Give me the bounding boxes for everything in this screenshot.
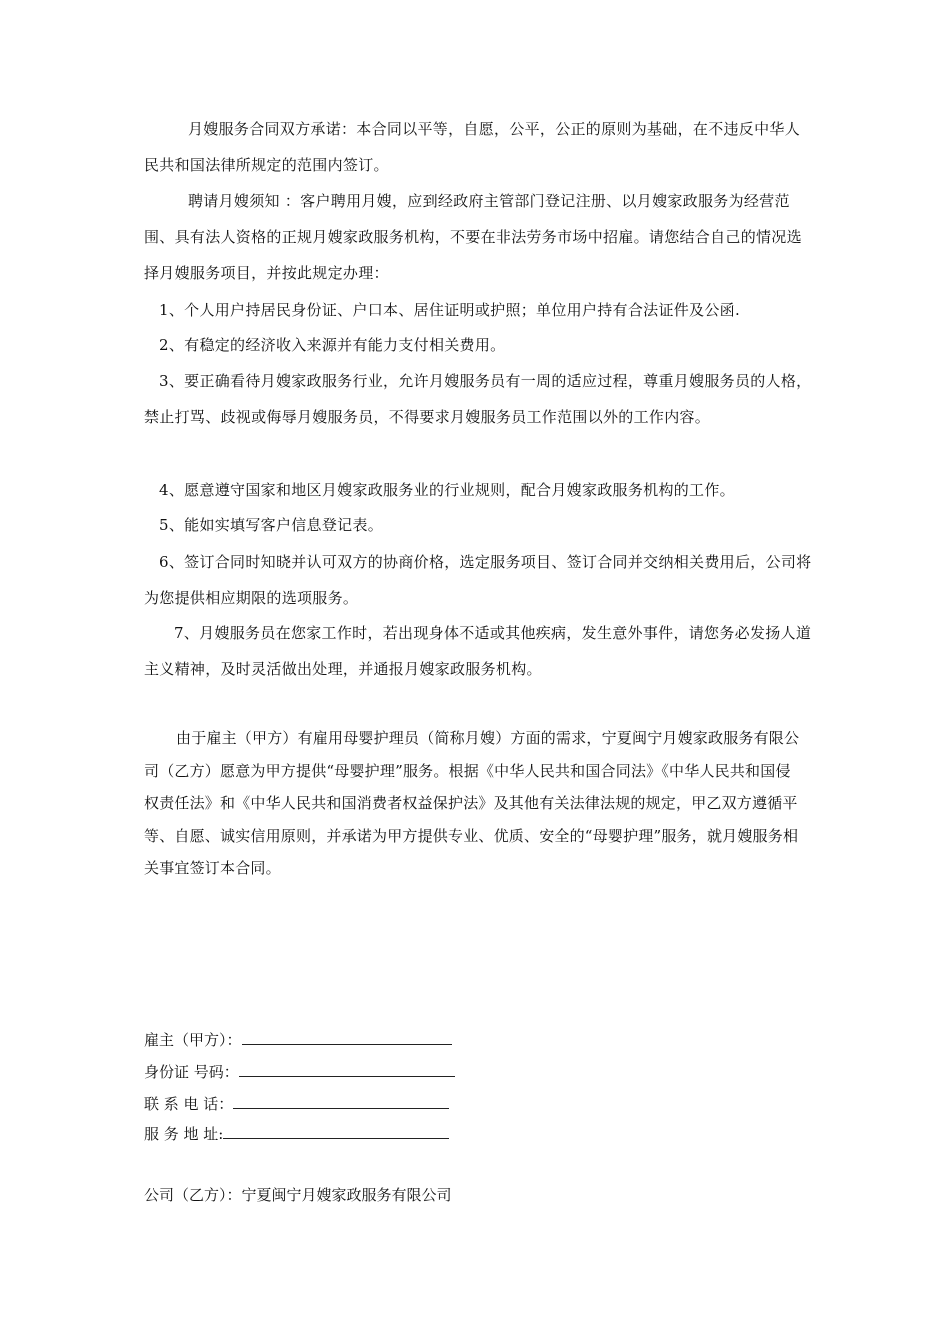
- employer-blank[interactable]: [242, 1030, 452, 1045]
- notice-item-1: 1、个人用户持居民身份证、户口本、居住证明或护照；单位用户持有合法证件及公函.: [159, 301, 741, 319]
- notice-item-6: 6、签订合同时知晓并认可双方的协商价格，选定服务项目、签订合同并交纳相关费用后，公司将为您提供相应期限的选项服务。: [144, 553, 812, 607]
- notice-item-7: 7、月嫂服务员在您家工作时，若出现身体不适或其他疾病，发生意外事件，请您务必发扬人道主义精神，及时灵活做出处理，并通报月嫂家政服务机构。: [144, 624, 812, 678]
- id-number-row: [144, 1062, 455, 1082]
- employer-label: 雇主（甲方）：: [144, 1031, 242, 1049]
- company-label: 公司（乙方）：: [144, 1186, 242, 1204]
- notice-item-5: 5、能如实填写客户信息登记表。: [159, 516, 384, 534]
- company-row: [144, 1185, 452, 1205]
- notice-item-4: 4、愿意遵守国家和地区月嫂家政服务业的行业规则，配合月嫂家政服务机构的工作。: [159, 481, 735, 499]
- phone-row: [144, 1094, 449, 1114]
- notice-paragraph: 聘请月嫂须知 ：客户聘用月嫂，应到经政府主管部门登记注册、以月嫂家政服务为经营范围、具有法人资格的正规月嫂家政服务机构，不要在非法劳务市场中招雇。请您结合自己的情况选择月嫂服务项目，并按此规定办理：: [144, 192, 802, 282]
- company-name: 宁夏闽宁月嫂家政服务有限公司: [241, 1186, 452, 1204]
- phone-label: 联 系 电 话：: [144, 1095, 234, 1113]
- commitment-paragraph: 月嫂服务合同双方承诺：本合同以平等，自愿，公平，公正的原则为基础，在不违反中华人民共和国法律所规定的范围内签订。: [144, 120, 801, 174]
- address-label: 服 务 地 址:: [144, 1125, 224, 1143]
- id-number-label: 身份证 号码：: [144, 1063, 239, 1081]
- address-blank[interactable]: [223, 1124, 449, 1139]
- address-row: [144, 1124, 449, 1144]
- contract-intro-paragraph: 由于雇主（甲方）有雇用母婴护理员（简称月嫂）方面的需求，宁夏闽宁月嫂家政服务有限公司（乙方）愿意为甲方提供“母婴护理”服务。根据《中华人民共和国合同法》《中华人民共和国侵权责任法》和《中华人民共和国消费者权益保护法》及其他有关法律法规的规定，甲乙双方遵循平等、自愿、诚实信用原则，并承诺为甲方提供专业、优质、安全的“母婴护理”服务，就月嫂服务相关事宜签订本合同。: [144, 729, 800, 878]
- id-number-blank[interactable]: [239, 1062, 455, 1077]
- phone-blank[interactable]: [233, 1094, 449, 1109]
- notice-item-2: 2、有稳定的经济收入来源并有能力支付相关费用。: [159, 336, 506, 354]
- employer-row: [144, 1030, 452, 1050]
- notice-item-3: 3、要正确看待月嫂家政服务行业，允许月嫂服务员有一周的适应过程，尊重月嫂服务员的人格，禁止打骂、歧视或侮辱月嫂服务员，不得要求月嫂服务员工作范围以外的工作内容。: [144, 372, 812, 426]
